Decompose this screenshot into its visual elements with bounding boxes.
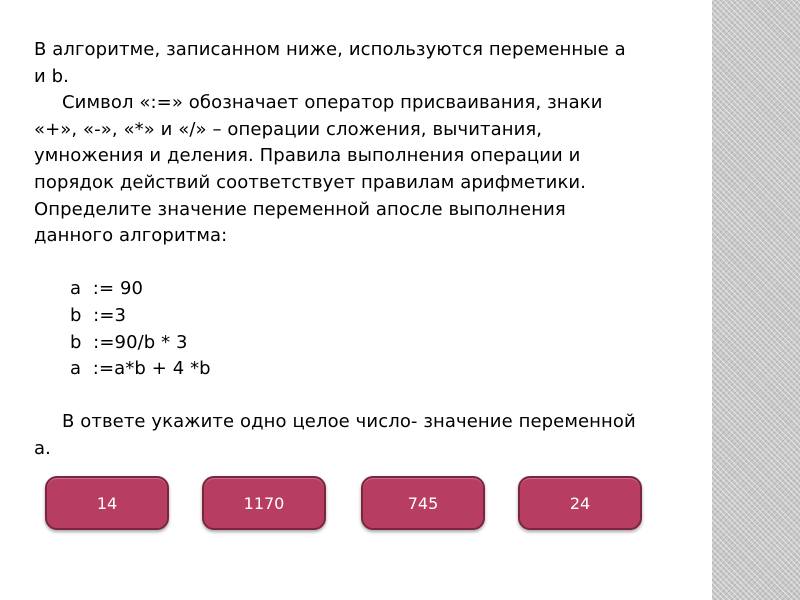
answer-button-24[interactable]: 24 bbox=[518, 476, 642, 530]
answer-button-1170[interactable]: 1170 bbox=[202, 476, 326, 530]
instruction-line-2: а. bbox=[34, 437, 51, 459]
question-line-2: данного алгоритма: bbox=[34, 225, 228, 247]
code-line-3: b :=90/b * 3 bbox=[70, 331, 188, 353]
code-line-1: a := 90 bbox=[70, 278, 144, 300]
answer-options bbox=[0, 476, 712, 532]
question-line-1: Определите значение переменной апосле выполнения bbox=[34, 198, 566, 220]
task-text bbox=[34, 37, 694, 463]
answer-button-14[interactable]: 14 bbox=[45, 476, 169, 530]
code-line-4: a :=a*b + 4 *b bbox=[70, 358, 211, 380]
intro-line-2: и b. bbox=[34, 65, 69, 87]
symbol-line-1: Символ «:=» обозначает оператор присваивания, знаки bbox=[62, 92, 603, 114]
instruction-line-1: В ответе укажите одно целое число- значение переменной bbox=[62, 411, 636, 433]
symbol-line-4: порядок действий соответствует правилам арифметики. bbox=[34, 171, 587, 193]
symbol-line-3: умножения и деления. Правила выполнения операции и bbox=[34, 145, 581, 167]
answer-button-745[interactable]: 745 bbox=[361, 476, 485, 530]
code-line-2: b :=3 bbox=[70, 304, 127, 326]
spacer bbox=[34, 383, 694, 410]
decorative-side-strip bbox=[712, 0, 800, 600]
spacer bbox=[34, 250, 694, 277]
intro-line-1: В алгоритме, записанном ниже, используются переменные а bbox=[34, 39, 626, 60]
symbol-line-2: «+», «-», «*» и «/» – операции сложения, вычитания, bbox=[34, 118, 543, 140]
